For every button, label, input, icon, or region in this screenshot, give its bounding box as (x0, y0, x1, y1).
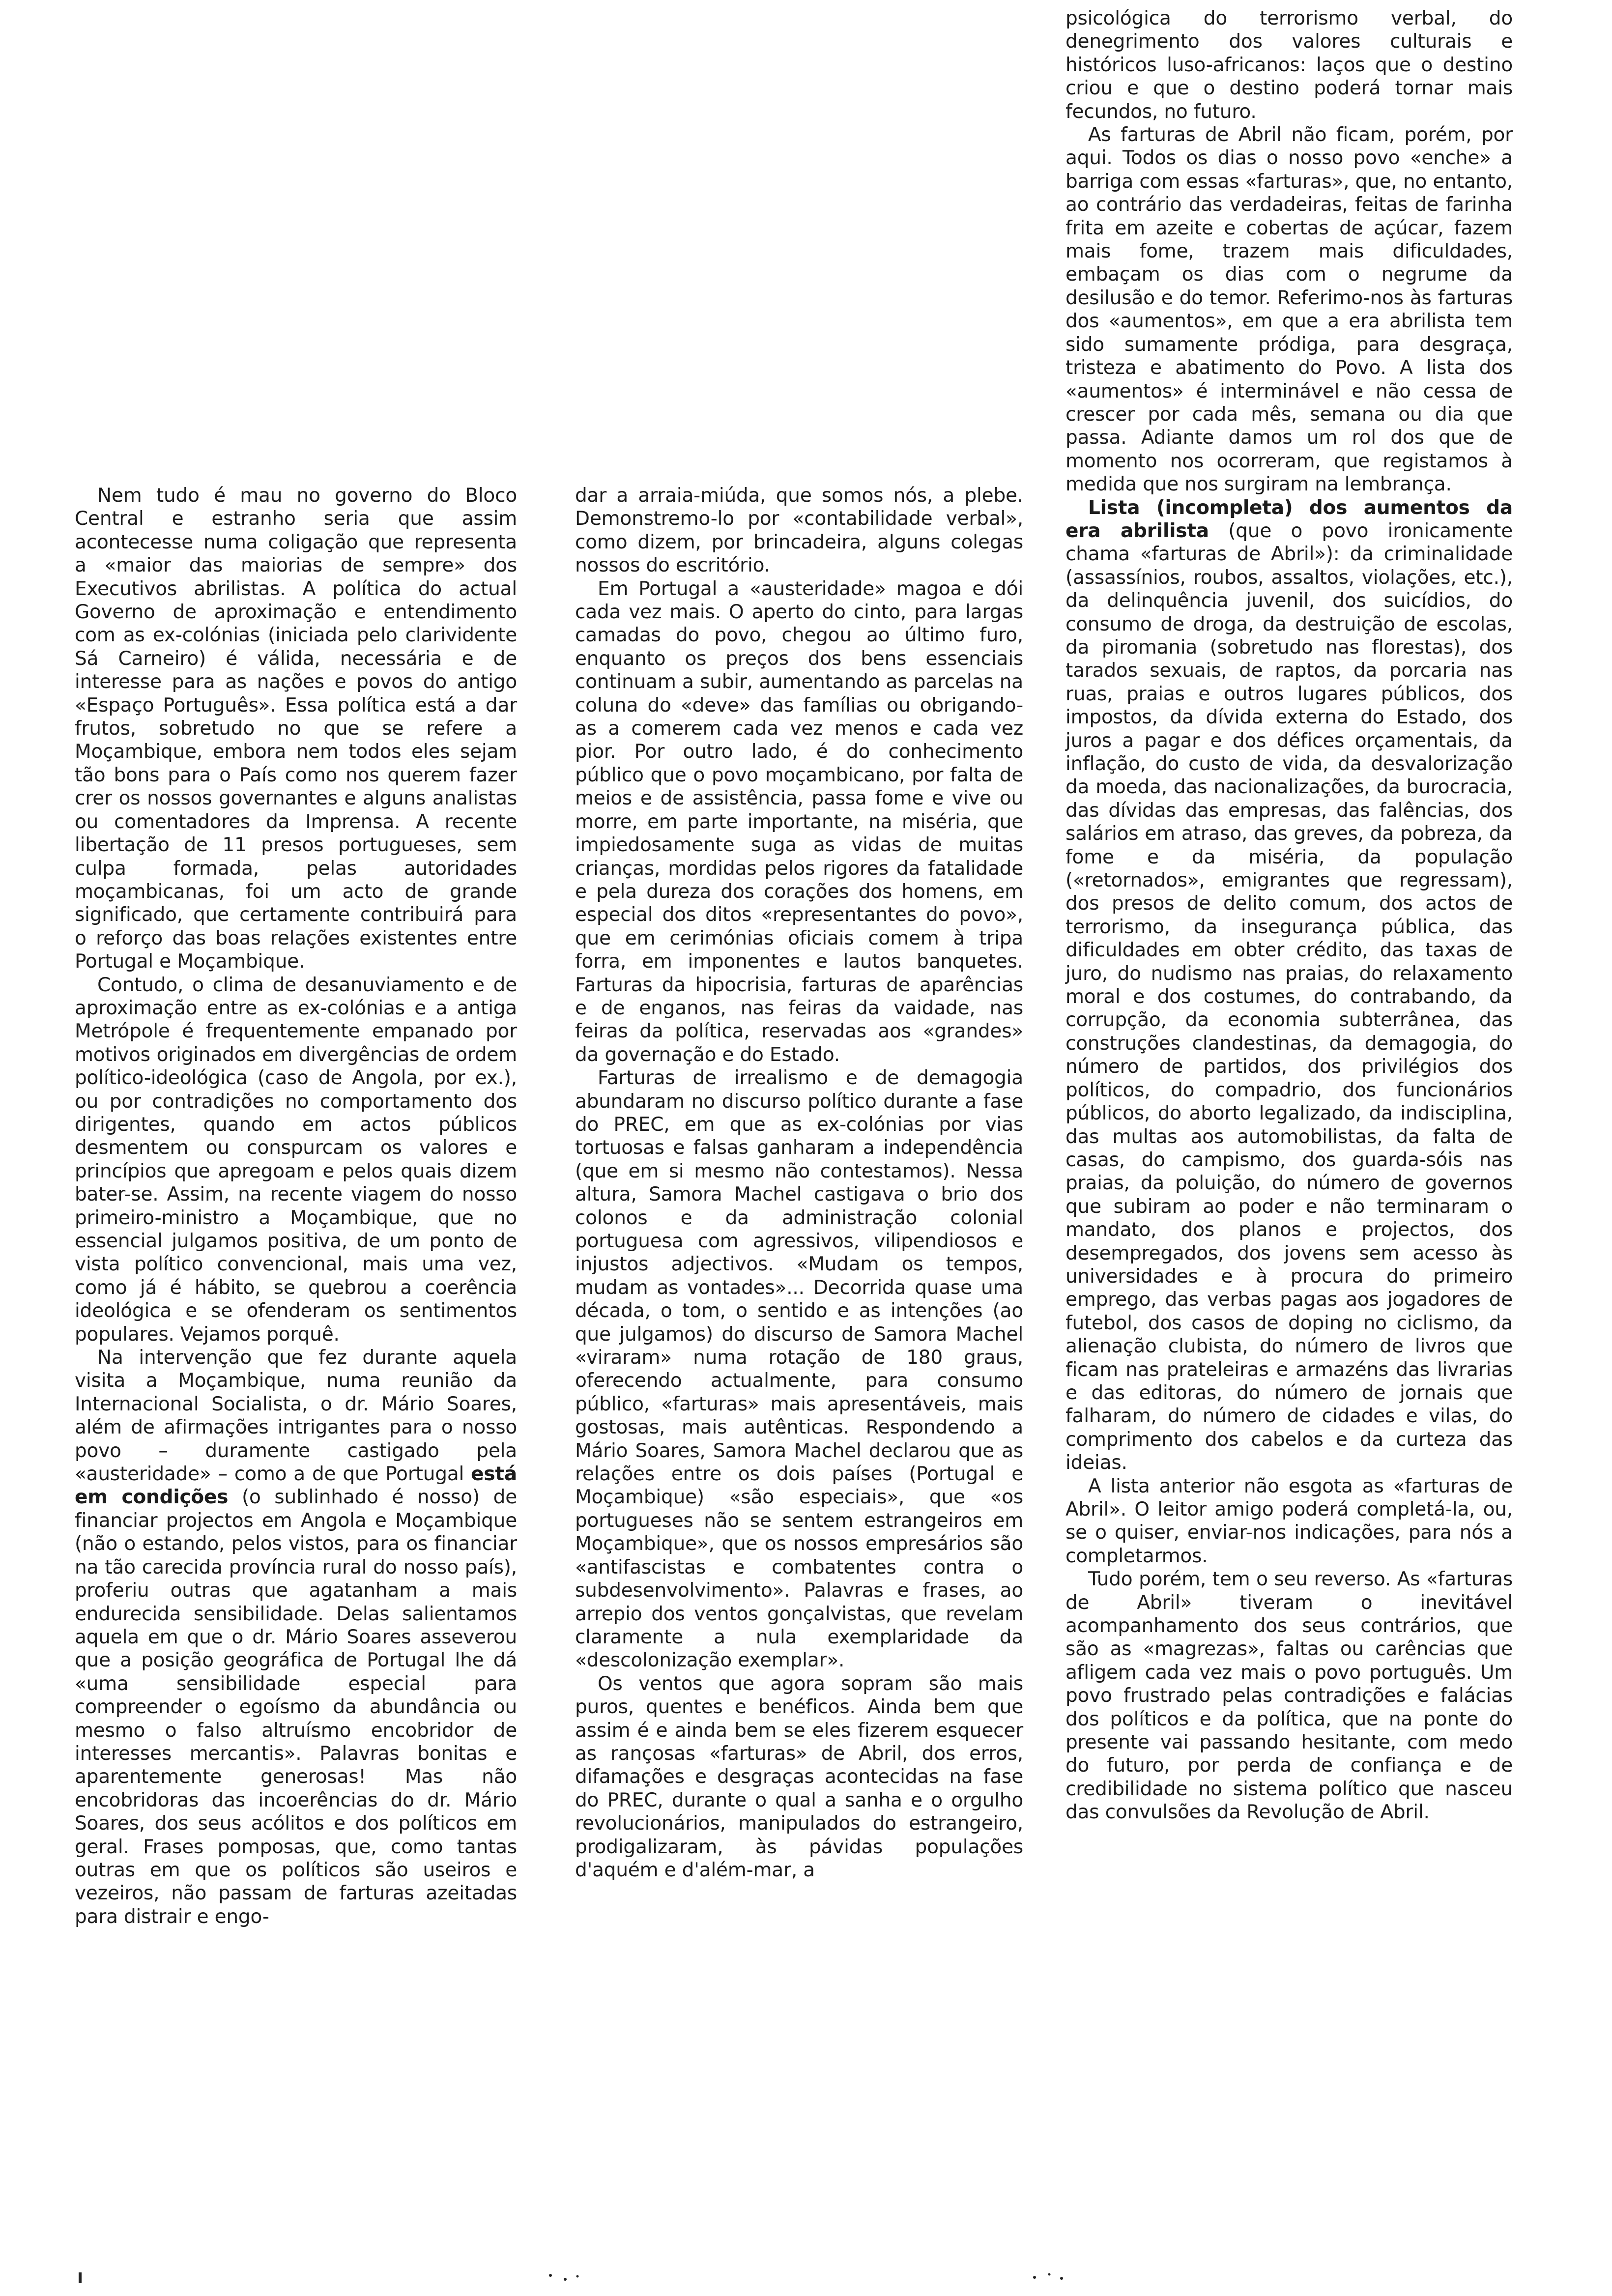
article-paragraph: dar a arraia-miúda, que somos nós, a plebe. Demonstremo-lo por «contabilidade verbal», como dizem, por brincadeira, alguns colegas nossos do escritório. (575, 485, 1023, 577)
emphasis-text: está em condições (75, 1463, 517, 1509)
scan-edge-noise (0, 2267, 1612, 2287)
article-paragraph: Farturas de irrealismo e de demagogia abundaram no discurso político durante a fase do PREC, em que as ex-colónias por vias tortuosas e falsas ganharam a independência (que em si mesmo não contestamos). Nessa altura, Samora Machel castigava o brio dos colonos e da administração colonial portuguesa com agressivos, vilipendiosos e injustos adjectivos. «Mudam os tempos, mudam as vontades»... Decorrida quase uma década, o tom, o sentido e as intenções (ao que julgamos) do discurso de Samora Machel «viraram» numa rotação de 180 graus, oferecendo actualmente, para consumo público, «farturas» mais apresentáveis, mais gostosas, mais autênticas. Respondendo a Mário Soares, Samora Machel declarou que as relações entre os dois países (Portugal e Moçambique) «são especiais», que «os portugueses não se sentem estrangeiros em Moçambique», que os nossos empresários são «antifascistas e combatentes contra o subdesenvolvimento». Palavras e frases, ao arrepio dos ventos gonçalvistas, que revelam claramente a nula exemplaridade da «descolonização exemplar». (575, 1067, 1023, 1672)
article-text: (que o povo ironicamente chama «farturas de Abril»): da criminalidade (assassínios, roubos, assaltos, violações, etc.), da delinquência juvenil, dos suicídios, do consumo de droga, da destruição de escolas, da piromania (sobretudo nas florestas), dos tarados sexuais, de raptos, da porcaria nas ruas, praias e outros lugares públicos, dos impostos, da dívida externa do Estado, dos juros a pagar e dos défices orçamentais, da inflação, do custo de vida, da desvalorização da moeda, das nacionalizações, da burocracia, das dívidas das empresas, das falências, dos salários em atraso, das greves, da pobreza, da fome e da miséria, da população («retornados», emigrantes que regressam), dos presos de delito comum, dos actos de terrorismo, da insegurança pública, das dificuldades em obter crédito, das taxas de juro, do nudismo nas praias, do relaxamento moral e dos costumes, do contrabando, da corrupção, da economia subterrânea, das construções clandestinas, da demagogia, do número de partidos, dos privilégios dos políticos, do compadrio, dos funcionários públicos, do aborto legalizado, da indisciplina, das multas aos automobilistas, da falta de casas, do campismo, dos guarda-sóis nas praias, da poluição, do número de governos que subiram ao poder e não terminaram o mandato, dos planos e projectos, dos desempregados, dos jovens sem acesso às universidades e à procura do primeiro emprego, das verbas pagas aos jogadores de futebol, dos casos de doping no ciclismo, da alienação clubista, do número de livros que ficam nas prateleiras e armazéns das livrarias e das editoras, do número de jornais que falharam, do número de cidades e vilas, do comprimento dos cabelos e da curteza das ideias. (1065, 519, 1513, 1474)
article-paragraph: psicológica do terrorismo verbal, do denegrimento dos valores culturais e históricos luso-africanos: laços que o destino criou e que o destino poderá tornar mais fecundos, no futuro. (1065, 7, 1513, 123)
article-paragraph (1065, 496, 1513, 1475)
list-heading: Lista (incompleta) dos aumentos da era abrilista (1065, 496, 1513, 542)
article-column-left (75, 484, 517, 1928)
article-paragraph (75, 1346, 517, 1928)
article-paragraph: Contudo, o clima de desanuviamento e de aproximação entre as ex-colónias e a antiga Metrópole é frequentemente empanado por motivos originados em divergências de ordem político-ideológica (caso de Angola, por ex.), ou por contradições no comportamento dos dirigentes, quando em actos públicos desmentem ou conspurcam os valores e princípios que apregoam e pelos quais dizem bater-se. Assim, na recente viagem do nosso primeiro-ministro a Moçambique, que no essencial julgamos positiva, de um ponto de vista político convencional, mais uma vez, como já é hábito, se quebrou a coerência ideológica e se ofenderam os sentimentos populares. Vejamos porquê. (75, 974, 517, 1346)
article-paragraph: Os ventos que agora sopram são mais puros, quentes e benéficos. Ainda bem que assim é e ainda bem se eles fizerem esquecer as rançosas «farturas» de Abril, dos erros, difamações e desgraças acontecidas na fase do PREC, durante o qual a sanha e o orgulho revolucionários, manipulados do estrangeiro, prodigalizaram, às pávidas populações d'aquém e d'além-mar, a (575, 1672, 1023, 1881)
article-column-middle (575, 484, 1023, 1882)
article-paragraph: As farturas de Abril não ficam, porém, por aqui. Todos os dias o nosso povo «enche» a barriga com essas «farturas», que, no entanto, ao contrário das verdadeiras, feitas de farinha frita em azeite e cobertas de açúcar, fazem mais fome, trazem mais dificuldades, embaçam os dias com o negrume da desilusão e do temor. Referimo-nos às farturas dos «aumentos», em que a era abrilista tem sido sumamente pródiga, para desgraça, tristeza e abatimento do Povo. A lista dos «aumentos» é interminável e não cessa de crescer por cada mês, semana ou dia que passa. Adiante damos um rol dos que de momento nos ocorreram, que registamos à medida que nos surgiram na lembrança. (1065, 124, 1513, 496)
article-paragraph: Tudo porém, tem o seu reverso. As «farturas de Abril» tiveram o inevitável acompanhamento dos seus contrários, que são as «magrezas», faltas ou carências que afligem cada vez mais o povo português. Um povo frustrado pelas contradições e falácias dos políticos e da política, que na ponte do presente vai passando hesitante, com medo do futuro, por perda de confiança e de credibilidade no sistema político que nasceu das convulsões da Revolução de Abril. (1065, 1568, 1513, 1824)
article-paragraph: A lista anterior não esgota as «farturas de Abril». O leitor amigo poderá completá-la, ou, se o quiser, enviar-nos indicações, para nós a completarmos. (1065, 1475, 1513, 1567)
article-text: (o sublinhado é nosso) de financiar projectos em Angola e Moçambique (não o estando, pelos vistos, para os financiar na tão carecida província rural do nosso país), proferiu outras que agatanham a mais endurecida sensibilidade. Delas salientamos aquela em que o dr. Mário Soares asseverou que a posição geográfica de Portugal lhe dá «uma sensibilidade especial para compreender o egoísmo da abundância ou mesmo o falso altruísmo encobridor de interesses mercantis». Palavras bonitas e aparentemente generosas! Mas não encobridoras das incoerências do dr. Mário Soares, dos seus acólitos e dos políticos em geral. Frases pomposas, que, como tantas outras em que os políticos são useiros e vezeiros, não passam de farturas azeitadas para distrair e engo- (75, 1486, 518, 1928)
article-paragraph: Nem tudo é mau no governo do Bloco Central e estranho seria que assim acontecesse numa coligação que representa a «maior das maiorias de sempre» dos Executivos abrilistas. A política do actual Governo de aproximação e entendimento com as ex-colónias (iniciada pelo clarividente Sá Carneiro) é válida, necessária e de interesse para as nações e povos do antigo «Espaço Português». Essa política está a dar frutos, sobretudo no que se refere a Moçambique, embora nem todos eles sejam tão bons para o País como nos querem fazer crer os nossos governantes e alguns analistas ou comentadores da Imprensa. A recente libertação de 11 presos portugueses, sem culpa formada, pelas autoridades moçambicanas, foi um acto de grande significado, que certamente contribuirá para o reforço das boas relações existentes entre Portugal e Moçambique. (75, 485, 517, 973)
article-column-right (1065, 7, 1513, 1824)
article-paragraph: Em Portugal a «austeridade» magoa e dói cada vez mais. O aperto do cinto, para largas camadas do povo, chegou ao último furo, enquanto os preços dos bens essenciais continuam a subir, aumentando as parcelas na coluna do «deve» das famílias ou obrigando-as a comerem cada vez menos e cada vez pior. Por outro lado, é do conhecimento público que o povo moçambicano, por falta de meios e de assistência, passa fome e vive ou morre, em parte importante, na miséria, que impiedosamente suga as vidas de muitas crianças, mordidas pelos rigores da fatalidade e pela dureza dos corações dos homens, em especial dos ditos «representantes do povo», que em cerimónias oficiais comem à tripa forra, em imponentes e lautos banquetes. Farturas da hipocrisia, farturas de aparências e de enganos, nas feiras da vaidade, nas feiras da política, reservadas aos «grandes» da governação e do Estado. (575, 577, 1023, 1066)
article-text: Na intervenção que fez durante aquela visita a Moçambique, numa reunião da Internacional Socialista, o dr. Mário Soares, além de afirmações intrigantes para o nosso povo – duramente castigado pela «austeridade» – como a de que Portugal (75, 1347, 517, 1486)
